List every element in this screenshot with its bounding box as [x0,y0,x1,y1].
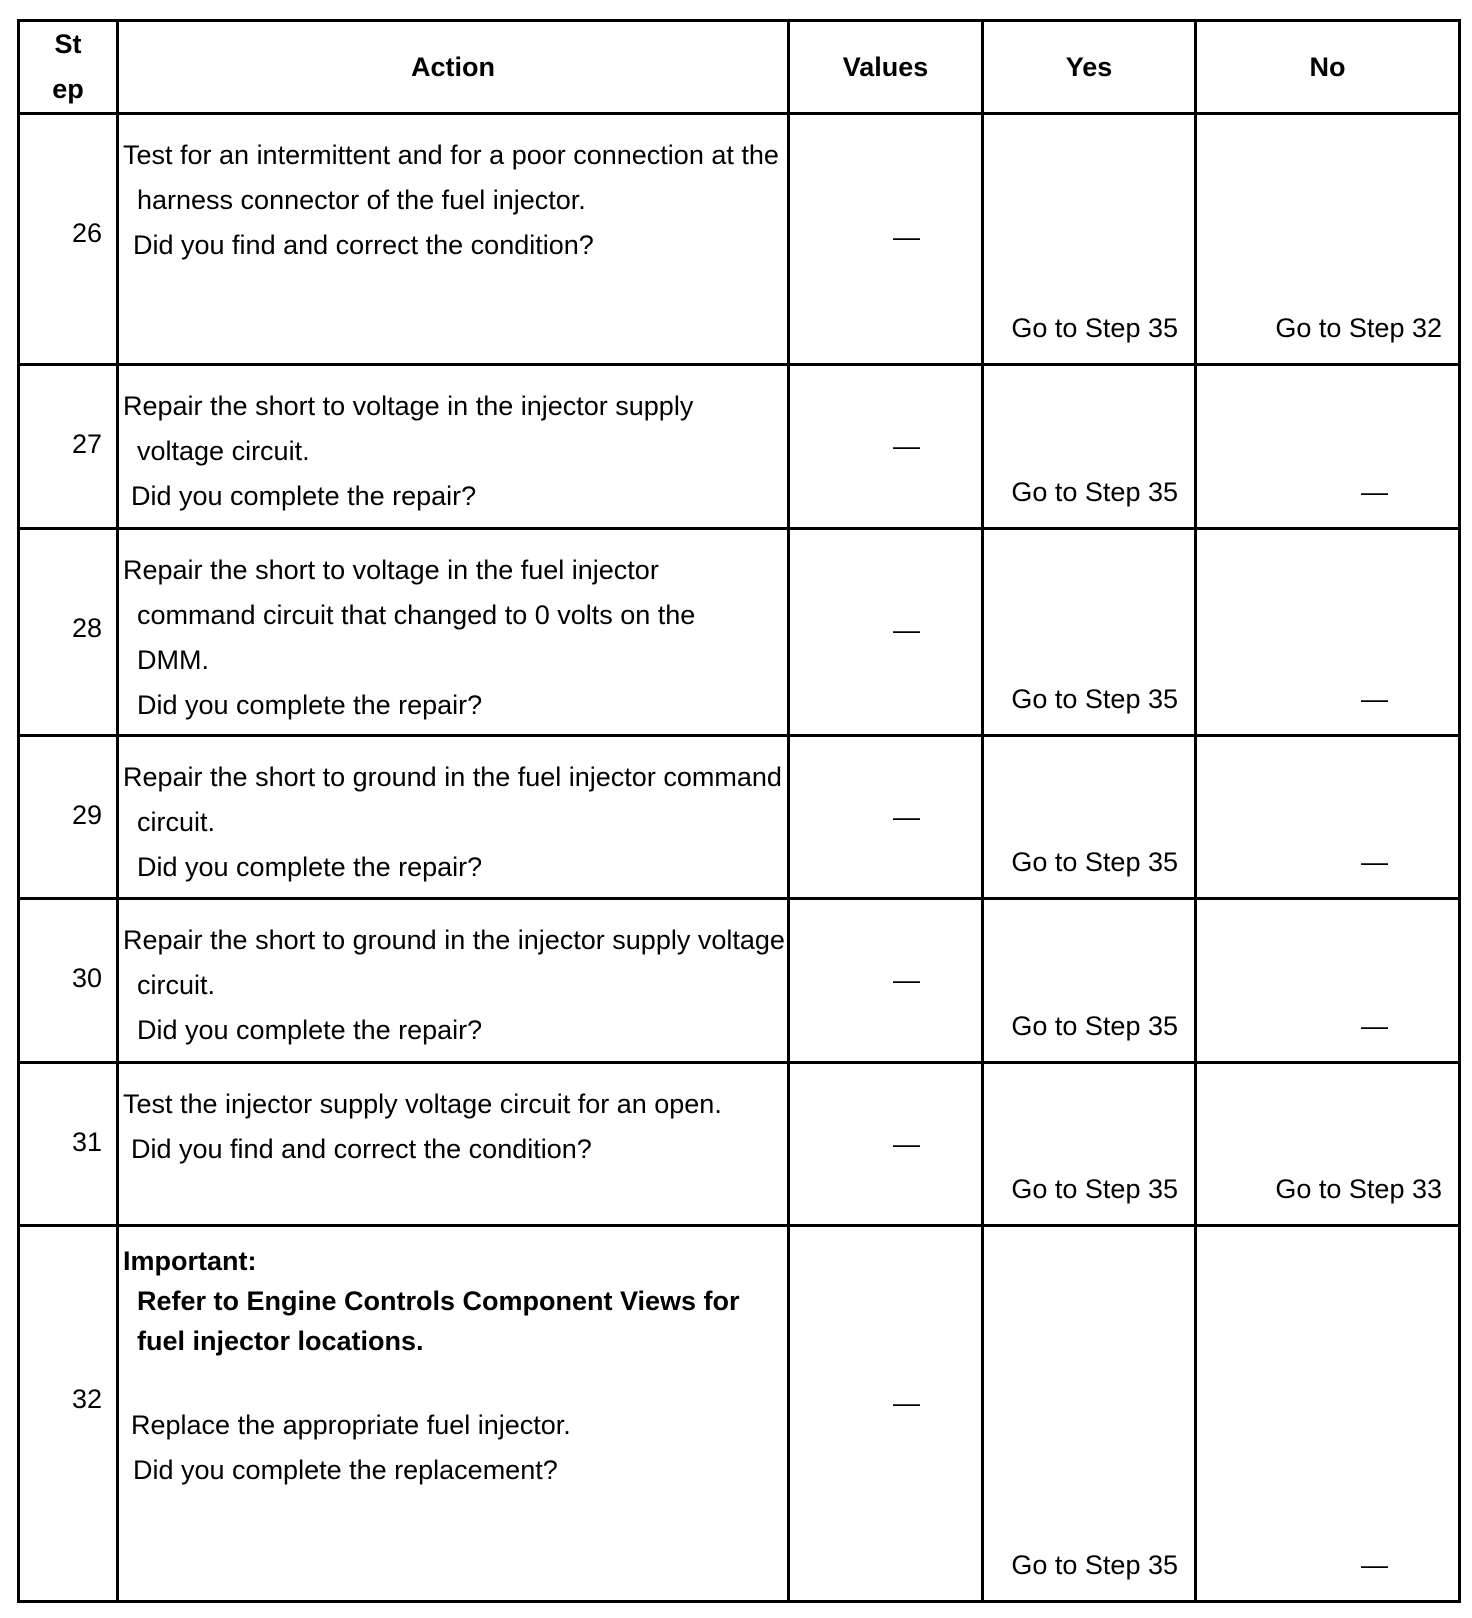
step-cell [19,1225,118,1601]
step-number: 31 [71,1126,102,1157]
action-cell [118,529,789,736]
yes-result: Go to Step 35 [1011,1010,1178,1041]
action-cell [118,1062,789,1225]
values-cell [789,1225,983,1601]
no-result: — [1361,684,1388,715]
no-cell [1196,1225,1460,1601]
action-question: Did you complete the repair? [137,1014,483,1045]
values-cell [789,898,983,1062]
header-action: Action [118,21,789,114]
action-question: Did you complete the repair? [137,852,483,883]
no-result: — [1361,1550,1388,1580]
values-cell [789,1062,983,1225]
yes-result: Go to Step 35 [1011,684,1178,715]
no-cell [1196,898,1460,1062]
action-question: Did you find and correct the condition? [131,1133,592,1164]
action-line: Test for an intermittent and for a poor connection at the [123,140,779,170]
no-result: Go to Step 33 [1275,1173,1442,1204]
action-line: command circuit that changed to 0 volts on the [137,600,696,631]
step-number: 32 [71,1383,102,1414]
important-note-line: fuel injector locations. [137,1325,424,1356]
yes-result: Go to Step 35 [1011,846,1178,877]
no-cell [1196,365,1460,529]
no-cell [1196,1062,1460,1225]
yes-cell [983,365,1196,529]
step-cell [19,114,118,365]
action-line: voltage circuit. [137,436,310,467]
header-yes: Yes [983,21,1196,114]
values-cell [789,529,983,736]
yes-cell [983,1062,1196,1225]
table-row [19,1062,1460,1225]
action-cell [118,114,789,365]
value-dash: — [893,431,920,462]
yes-result: Go to Step 35 [1011,313,1178,344]
header-step-line-1: St [54,29,82,59]
value-dash: — [893,802,920,833]
no-cell [1196,529,1460,736]
yes-cell [983,898,1196,1062]
step-cell [19,365,118,529]
header-step [19,21,118,114]
action-question: Did you complete the repair? [131,481,477,512]
action-line: DMM. [137,645,209,676]
table-row [19,1225,1460,1601]
step-number: 26 [71,218,102,248]
no-cell [1196,736,1460,899]
important-note-line: Refer to Engine Controls Component Views for [137,1285,740,1316]
yes-result: Go to Step 35 [1011,1550,1178,1580]
table-row [19,365,1460,529]
values-cell [789,736,983,899]
yes-result: Go to Step 35 [1011,1173,1178,1204]
yes-result: Go to Step 35 [1011,477,1178,508]
value-dash: — [893,964,920,995]
value-dash: — [893,1128,920,1159]
value-dash: — [893,222,920,252]
action-line: Repair the short to ground in the injector supply voltage [123,924,785,955]
action-question: Did you find and correct the condition? [133,230,594,260]
action-cell [118,365,789,529]
no-result: — [1361,846,1388,877]
header-step-line-2: ep [52,74,84,104]
table-row [19,736,1460,899]
table-row [19,114,1460,365]
action-question: Did you complete the replacement? [133,1454,558,1485]
action-line: Repair the short to ground in the fuel injector command [123,762,782,793]
table-row [19,898,1460,1062]
important-label: Important: [123,1245,257,1276]
yes-cell [983,114,1196,365]
no-result: — [1361,1010,1388,1041]
step-cell [19,898,118,1062]
action-line: Repair the short to voltage in the injector supply [123,391,694,422]
step-cell [19,529,118,736]
step-number: 28 [71,613,102,644]
step-cell [19,1062,118,1225]
step-number: 27 [71,429,102,460]
action-cell [118,736,789,899]
header-values: Values [789,21,983,114]
value-dash: — [893,1387,920,1418]
action-cell [118,898,789,1062]
values-cell [789,114,983,365]
action-question: Did you complete the repair? [137,690,483,721]
step-number: 29 [71,800,102,831]
value-dash: — [893,615,920,646]
no-cell [1196,114,1460,365]
yes-cell [983,529,1196,736]
no-result: Go to Step 32 [1275,313,1442,344]
table-row [19,529,1460,736]
action-line: harness connector of the fuel injector. [137,185,586,215]
action-cell [118,1225,789,1601]
no-result: — [1361,477,1388,508]
action-line: Replace the appropriate fuel injector. [131,1409,571,1440]
action-line: Repair the short to voltage in the fuel injector [123,555,659,586]
action-line: circuit. [137,807,216,838]
yes-cell [983,1225,1196,1601]
action-line: Test the injector supply voltage circuit for an open. [123,1088,722,1119]
values-cell [789,365,983,529]
action-line: circuit. [137,969,216,1000]
diagnostic-steps-table [17,19,1461,1603]
step-cell [19,736,118,899]
step-number: 30 [71,962,102,993]
header-no: No [1196,21,1460,114]
yes-cell [983,736,1196,899]
header-row [19,21,1460,114]
